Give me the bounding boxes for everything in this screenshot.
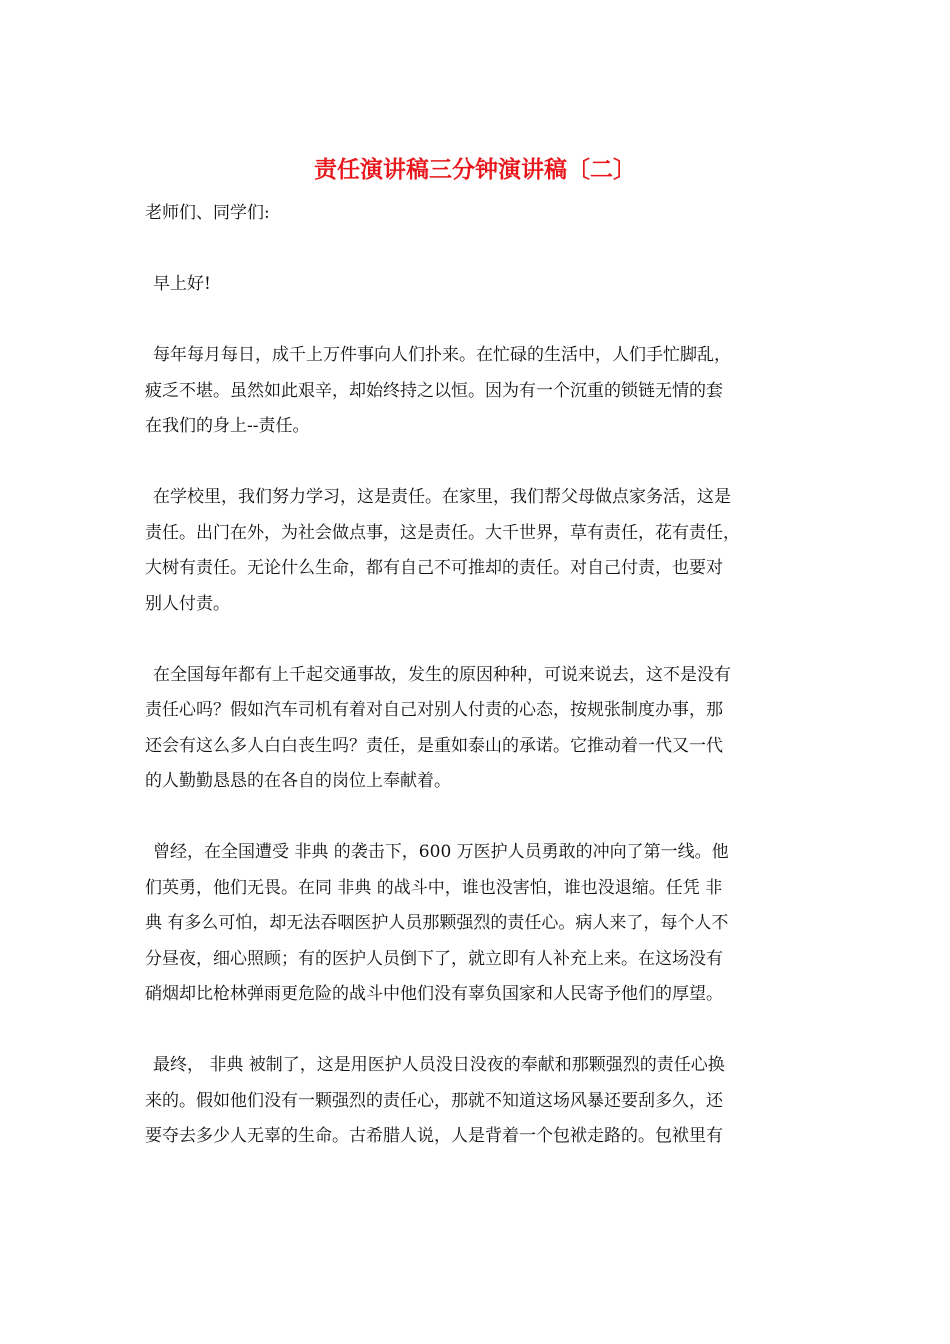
paragraph-line: 在我们的身上--责任。 <box>145 416 310 436</box>
paragraph-line: 责任心吗？假如汽车司机有着对自己对别人付责的心态，按规张制度办事，那 <box>145 700 723 720</box>
paragraph-line: 曾经，在全国遭受 非典 的袭击下，600 万医护人员勇敢的冲向了第一线。他 <box>153 842 729 862</box>
paragraph-gap <box>145 622 807 658</box>
paragraph-gap <box>145 1013 807 1049</box>
paragraph-line: 大树有责任。无论什么生命，都有自己不可推却的责任。对自己付责，也要对 <box>145 558 723 578</box>
paragraph-line: 最终， 非典 被制了，这是用医护人员没日没夜的奉献和那颗强烈的责任心换 <box>153 1055 725 1075</box>
paragraph-5 <box>145 1048 807 1155</box>
paragraph-2 <box>145 480 807 622</box>
paragraph-4 <box>145 835 807 1013</box>
document-title: 责任演讲稿三分钟演讲稿〔二〕 <box>314 156 636 183</box>
paragraph-line: 在全国每年都有上千起交通事故，发生的原因种种，可说来说去，这不是没有 <box>153 664 731 685</box>
greeting: 早上好! <box>153 274 211 294</box>
document-body <box>145 196 807 1155</box>
paragraph-1 <box>145 338 807 445</box>
paragraph-line: 在学校里，我们努力学习，这是责任。在家里，我们帮父母做点家务活，这是 <box>153 487 731 507</box>
paragraph-line: 来的。假如他们没有一颗强烈的责任心，那就不知道这场风暴还要刮多久，还 <box>145 1090 723 1111</box>
paragraph-line: 要夺去多少人无辜的生命。古希腊人说，人是背着一个包袱走路的。包袱里有 <box>145 1126 723 1146</box>
paragraph-line: 硝烟却比枪林弹雨更危险的战斗中他们没有辜负国家和人民寄予他们的厚望。 <box>145 984 723 1004</box>
paragraph-line: 典 有多么可怕，却无法吞咽医护人员那颗强烈的责任心。病人来了，每个人不 <box>145 913 729 933</box>
paragraph-gap <box>145 800 807 836</box>
paragraph-gap <box>145 232 807 268</box>
paragraph-gap <box>145 303 807 339</box>
paragraph-line: 疲乏不堪。虽然如此艰辛，却始终持之以恒。因为有一个沉重的锁链无情的套 <box>145 380 723 401</box>
paragraph-line: 们英勇，他们无畏。在同 非典 的战斗中，谁也没害怕，谁也没退缩。任凭 非 <box>145 877 723 898</box>
paragraph-line: 还会有这么多人白白丧生吗？责任，是重如泰山的承诺。它推动着一代又一代 <box>145 735 723 756</box>
paragraph-line: 的人勤勤恳恳的在各自的岗位上奉献着。 <box>145 771 451 791</box>
paragraph-line: 分昼夜，细心照顾；有的医护人员倒下了，就立即有人补充上来。在这场没有 <box>145 948 723 969</box>
paragraph-line: 责任。出门在外，为社会做点事，这是责任。大千世界，草有责任，花有责任， <box>145 522 740 543</box>
paragraph-line: 每年每月每日，成千上万件事向人们扑来。在忙碌的生活中，人们手忙脚乱， <box>153 345 731 365</box>
paragraph-3 <box>145 658 807 800</box>
salutation: 老师们、同学们: <box>145 203 270 223</box>
paragraph-line: 别人付责。 <box>145 593 230 614</box>
paragraph-gap <box>145 445 807 481</box>
